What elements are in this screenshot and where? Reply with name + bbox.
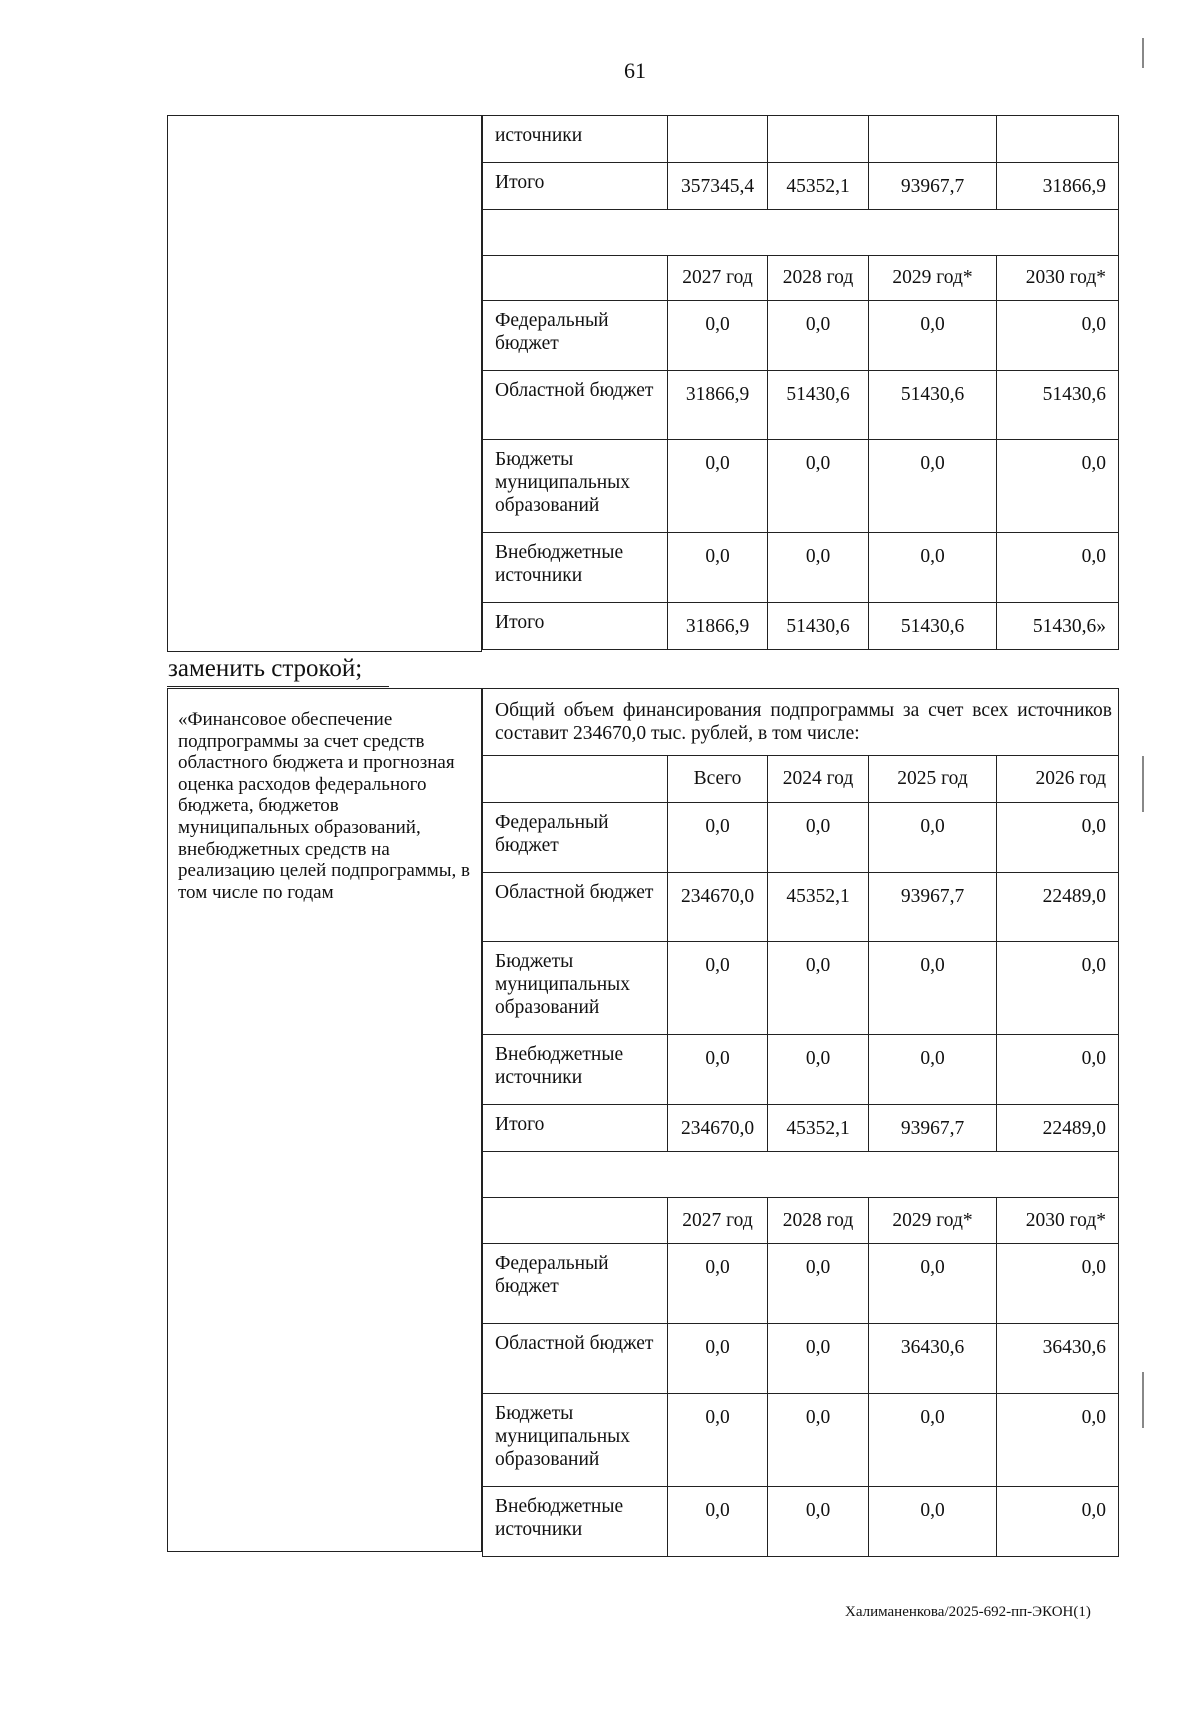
value-cell: 0,0	[768, 1487, 869, 1557]
value-cell: 0,0	[869, 1394, 997, 1487]
value-cell: 0,0	[997, 533, 1119, 603]
column-header: 2030 год*	[997, 256, 1119, 301]
value-cell: 0,0	[768, 942, 869, 1035]
column-header: 2029 год*	[869, 256, 997, 301]
value-cell: 0,0	[768, 1394, 869, 1487]
table-row	[483, 1487, 1119, 1557]
row-label: Итого	[483, 163, 668, 210]
table-row	[483, 533, 1119, 603]
value-cell: 0,0	[668, 1244, 768, 1324]
column-header: 2029 год*	[869, 1198, 997, 1244]
value-cell: 36430,6	[997, 1324, 1119, 1394]
row-label: Внебюджетные источники	[483, 533, 668, 603]
value-cell: 0,0	[869, 301, 997, 371]
value-cell: 51430,6	[997, 371, 1119, 440]
old-financing-table	[482, 115, 1119, 650]
row-label: Итого	[483, 1105, 668, 1152]
value-cell: 0,0	[997, 1394, 1119, 1487]
underline	[167, 686, 389, 687]
scan-margin-mark	[1142, 1372, 1144, 1428]
table-row	[483, 1394, 1119, 1487]
value-cell: 0,0	[768, 301, 869, 371]
value-cell: 31866,9	[668, 603, 768, 650]
table-row	[483, 371, 1119, 440]
value-cell: 0,0	[768, 533, 869, 603]
value-cell: 93967,7	[869, 163, 997, 210]
value-cell: 0,0	[668, 1324, 768, 1394]
table-row	[483, 942, 1119, 1035]
row-label: Бюджеты муниципальных образований	[483, 1394, 668, 1487]
row-label: Внебюджетные источники	[483, 1035, 668, 1105]
row-label: Федеральный бюджет	[483, 1244, 668, 1324]
value-cell: 0,0	[768, 1324, 869, 1394]
value-cell: 0,0	[997, 1487, 1119, 1557]
table-row	[483, 603, 1119, 650]
scan-margin-mark	[1142, 756, 1144, 812]
table-row	[483, 1324, 1119, 1394]
row-label: Федеральный бюджет	[483, 803, 668, 873]
row-label: Итого	[483, 603, 668, 650]
value-cell: 0,0	[997, 440, 1119, 533]
column-header: 2030 год*	[997, 1198, 1119, 1244]
value-cell: 0,0	[997, 942, 1119, 1035]
table-row	[483, 1244, 1119, 1324]
row-label: Областной бюджет	[483, 873, 668, 942]
new-financing-table	[482, 688, 1119, 1557]
value-cell: 31866,9	[997, 163, 1119, 210]
table-row	[483, 803, 1119, 873]
value-cell: 0,0	[668, 1487, 768, 1557]
table-row	[483, 1105, 1119, 1152]
row-label: Областной бюджет	[483, 1324, 668, 1394]
value-cell: 234670,0	[668, 873, 768, 942]
subprogram-financing-description: «Финансовое обеспечение подпрограммы за счет средств областного бюджета и прогнозная оценка расходов федерального бюджета, бюджетов муниципальных образований, внебюджетных средств на реализацию целей подпрограммы, в том числе по годам	[178, 709, 471, 903]
column-header: 2028 год	[768, 1198, 869, 1244]
row-label: Внебюджетные источники	[483, 1487, 668, 1557]
value-cell: 0,0	[768, 1244, 869, 1324]
value-cell: 234670,0	[668, 1105, 768, 1152]
header-row	[483, 756, 1119, 803]
column-header: 2025 год	[869, 756, 997, 803]
table-row	[483, 873, 1119, 942]
value-cell: 0,0	[869, 1487, 997, 1557]
row-label: Бюджеты муниципальных образований	[483, 440, 668, 533]
value-cell: 0,0	[997, 1244, 1119, 1324]
column-header: 2027 год	[668, 256, 768, 301]
page-number: 61	[624, 58, 646, 83]
value-cell: 0,0	[668, 440, 768, 533]
value-cell: 0,0	[997, 301, 1119, 371]
value-cell: 0,0	[768, 440, 869, 533]
value-cell: 93967,7	[869, 873, 997, 942]
replace-instruction: заменить строкой;	[168, 655, 363, 682]
table-row	[483, 301, 1119, 371]
value-cell: 45352,1	[768, 163, 869, 210]
spacer-row	[483, 210, 1119, 256]
column-header: 2026 год	[997, 756, 1119, 803]
spacer-row	[483, 1152, 1119, 1198]
value-cell: 0,0	[668, 301, 768, 371]
value-cell: 0,0	[668, 803, 768, 873]
column-header: 2027 год	[668, 1198, 768, 1244]
value-cell: 0,0	[997, 1035, 1119, 1105]
value-cell: 51430,6»	[997, 603, 1119, 650]
value-cell: 51430,6	[768, 603, 869, 650]
value-cell: 0,0	[869, 942, 997, 1035]
value-cell: 36430,6	[869, 1324, 997, 1394]
row-label: Федеральный бюджет	[483, 301, 668, 371]
value-cell: 0,0	[768, 1035, 869, 1105]
value-cell: 0,0	[668, 1394, 768, 1487]
value-cell: 0,0	[869, 1244, 997, 1324]
value-cell: 51430,6	[869, 603, 997, 650]
value-cell: 0,0	[997, 803, 1119, 873]
value-cell: 31866,9	[668, 371, 768, 440]
source-label-cell: источники	[483, 116, 668, 163]
column-header: 2028 год	[768, 256, 869, 301]
document-footer-reference: Халиманенкова/2025-692-пп-ЭКОН(1)	[845, 1604, 1091, 1620]
value-cell: 45352,1	[768, 1105, 869, 1152]
row-label: Бюджеты муниципальных образований	[483, 942, 668, 1035]
table-row	[483, 440, 1119, 533]
value-cell: 0,0	[869, 533, 997, 603]
value-cell: 22489,0	[997, 1105, 1119, 1152]
value-cell: 22489,0	[997, 873, 1119, 942]
value-cell: 51430,6	[768, 371, 869, 440]
header-row	[483, 1198, 1119, 1244]
value-cell: 357345,4	[668, 163, 768, 210]
table-row	[483, 163, 1119, 210]
value-cell: 0,0	[869, 440, 997, 533]
value-cell: 0,0	[768, 803, 869, 873]
value-cell: 0,0	[668, 533, 768, 603]
table-row	[483, 1035, 1119, 1105]
scan-margin-mark	[1142, 38, 1144, 68]
value-cell: 0,0	[869, 803, 997, 873]
financing-summary: Общий объем финансирования подпрограммы за счет всех источников составит 234670,0 тыс. рублей, в том числе:	[483, 689, 1119, 756]
header-row	[483, 256, 1119, 301]
column-header: Всего	[668, 756, 768, 803]
value-cell: 0,0	[869, 1035, 997, 1105]
value-cell: 51430,6	[869, 371, 997, 440]
value-cell: 93967,7	[869, 1105, 997, 1152]
value-cell: 45352,1	[768, 873, 869, 942]
column-header: 2024 год	[768, 756, 869, 803]
value-cell: 0,0	[668, 942, 768, 1035]
row-label: Областной бюджет	[483, 371, 668, 440]
old-left-column	[167, 115, 482, 652]
value-cell: 0,0	[668, 1035, 768, 1105]
